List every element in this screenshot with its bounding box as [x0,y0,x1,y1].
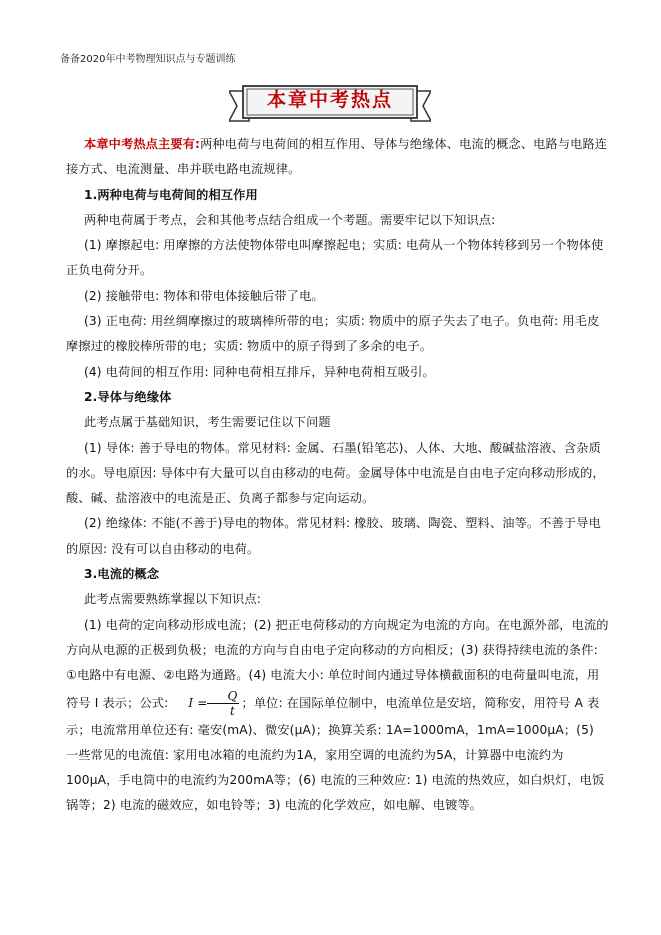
section-1-item: (4) 电荷间的相互作用: 同种电荷相互排斥，异种电荷相互吸引。 [84,364,435,379]
banner-title: 本章中考热点 [266,89,393,111]
formula-lhs: I = [188,695,208,710]
section-3-lead: 此考点需要熟练掌握以下知识点: [84,592,261,607]
current-formula [170,689,239,718]
main-content [66,132,610,819]
section-2-item: (1) 导体: 善于导电的物体。常见材料: 金属、石墨(铅笔芯)、人体、大地、酸碱盐溶液、含杂质的水。导电原因: 导体中有大量可以自由移动的电荷。金属导体中电流是自由电子定向移动形成的，酸、碱、盐溶液中的电流是正、负离子都参与定向运动。 [66,440,605,506]
formula-denominator: t [229,703,235,718]
hot-topics-label: 本章中考热点主要有: [84,137,201,151]
section-2-lead: 此考点属于基础知识，考生需要记住以下问题 [84,415,331,430]
section-2-item: (2) 绝缘体: 不能(不善于)导电的物体。常见材料: 橡胶、玻璃、陶瓷、塑料、油等。不善于导电的原因: 没有可以自由移动的电荷。 [66,516,601,556]
section-1-item: (1) 摩擦起电: 用摩擦的方法使物体带电叫摩擦起电；实质: 电荷从一个物体转移到另一个物体使正负电荷分开。 [66,238,604,278]
section-1-item: (2) 接触带电: 物体和带电体接触后带了电。 [84,288,324,303]
section-1-heading: 1.两种电荷与电荷间的相互作用 [84,187,258,202]
hot-topics-text: 两种电荷与电荷间的相互作用、导体与绝缘体、电流的概念、电路与电路连接方式、电流测量、串并联电路电流规律。 [66,137,608,177]
formula-numerator: Q [207,689,239,704]
chapter-banner [229,83,431,125]
section-3-text-before-formula: (1) 电荷的定向移动形成电流；(2) 把正电荷移动的方向规定为电流的方向。在电源外部，电流的方向从电源的正极到负极；电流的方向与自由电子定向移动的方向相反；(3) 获得持续电流的条件: ①电路中有电源、②电路为通路。(4) 电流大小: 单位时间内通过导体横截面积的电荷量叫电流，用符号 I 表示；公式: [66,617,609,710]
section-2-heading: 2.导体与绝缘体 [84,389,172,404]
section-3-body [66,613,610,819]
section-1-item: (3) 正电荷: 用丝绸摩擦过的玻璃棒所带的电；实质: 物质中的原子失去了电子。负电荷: 用毛皮摩擦过的橡胶棒所带的电；实质: 物质中的原子得到了多余的电子。 [66,314,600,354]
section-3-heading: 3.电流的概念 [84,567,160,582]
header-note: 备备2020年中考物理知识点与专题训练 [60,54,236,65]
formula-fraction [207,689,239,718]
intro-paragraph [66,132,610,183]
section-1-lead: 两种电荷属于考点，会和其他考点结合组成一个考题。需要牢记以下知识点: [84,212,496,227]
section-3-text-after-formula: ；单位: 在国际单位制中，电流单位是安培，简称安，用符号 A 表示；电流常用单位还有: 毫安(mA)、微安(μA)；换算关系: 1A=1000mA，1mA=1000μA；(5) 一些常见的电流值: 家用电冰箱的电流约为1A，家用空调的电流约为5A，计算器中电流约为100μA，手电筒中的电流约为200mA等；(6) 电流的三种效应: 1) 电流的热效应，如白炽灯，电饭锅等；2) 电流的磁效应，如电铃等；3) 电流的化学效应，如电解、电镀等。 [66,695,605,813]
